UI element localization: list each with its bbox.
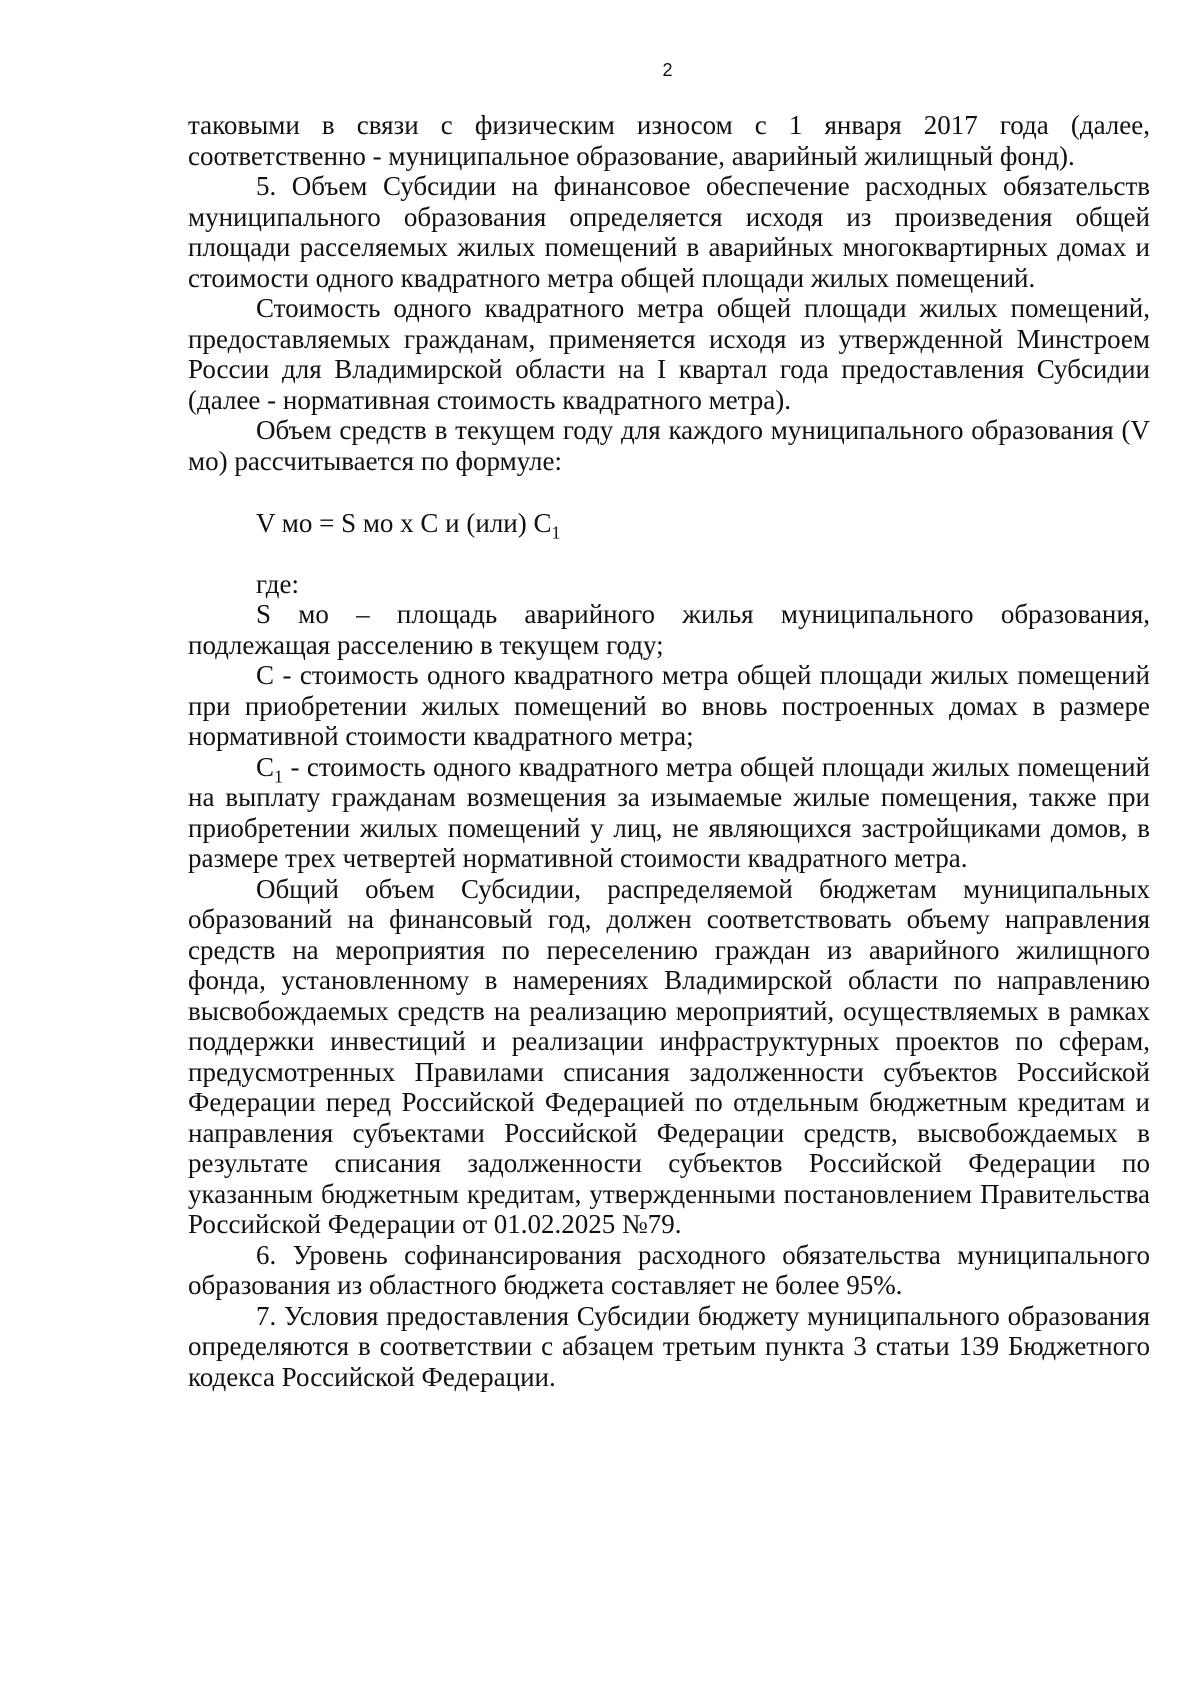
paragraph-cost-definition: Стоимость одного квадратного метра общей площади жилых помещений, предоставляемых гражданам, применяется исходя из утвержденной Минстроем России для Владимирской области на I квартал года предоставления Субсидии (далее - нормативная стоимость квадратного метра). xyxy=(188,293,1150,415)
paragraph-item-7: 7. Условия предоставления Субсидии бюджету муниципального образования определяются в соответствии с абзацем третьим пункта 3 статьи 139 Бюджетного кодекса Российской Федерации. xyxy=(188,1300,1150,1392)
page-number: 2 xyxy=(662,60,673,80)
where-label: где: xyxy=(256,568,299,599)
document-body xyxy=(188,110,1150,1392)
paragraph-item-5: 5. Объем Субсидии на финансовое обеспечение расходных обязательств муниципального образования определяется исходя из произведения общей площади расселяемых жилых помещений в аварийных многоквартирных домах и стоимости одного квадратного метра общей площади жилых помещений. xyxy=(188,171,1150,293)
paragraph-item-6: 6. Уровень софинансирования расходного обязательства муниципального образования из областного бюджета составляет не более 95%. xyxy=(188,1239,1150,1300)
paragraph-continuation: таковыми в связи с физическим износом с 1 января 2017 года (далее, соответственно - муниципальное образование, аварийный жилищный фонд). xyxy=(188,110,1150,171)
definition-c: С - стоимость одного квадратного метра общей площади жилых помещений при приобретении жилых помещений во вновь построенных домах в размере нормативной стоимости квадратного метра; xyxy=(188,660,1150,751)
definition-c1-subscript: 1 xyxy=(274,765,284,786)
paragraph-volume-formula-intro: Объем средств в текущем году для каждого муниципального образования (V мо) рассчитывается по формуле: xyxy=(188,415,1150,476)
definition-c1-symbol: С xyxy=(256,751,275,782)
paragraph-total-volume: Общий объем Субсидии, распределяемой бюджетам муниципальных образований на финансовый год, должен соответствовать объему направления средств на мероприятия по переселению граждан из аварийного жилищного фонда, установленному в намерениях Владимирской области по направлению высвобождаемых средств на реализацию мероприятий, осуществляемых в рамках поддержки инвестиций и реализации инфраструктурных проектов по сферам, предусмотренных Правилами списания задолженности субъектов Российской Федерации перед Российской Федерацией по отдельным бюджетным кредитам и направления субъектами Российской Федерации средств, высвобождаемых в результате списания задолженности субъектов Российской Федерации по указанным бюджетным кредитам, утвержденными постановлением Правительства Российской Федерации от 01.02.2025 №79. xyxy=(188,873,1150,1239)
formula-subscript: 1 xyxy=(551,522,561,543)
definition-s-mo: S мо – площадь аварийного жилья муниципального образования, подлежащая расселению в текущем году; xyxy=(188,599,1150,660)
definition-c1 xyxy=(188,752,1150,874)
definition-c1-text: - стоимость одного квадратного метра общей площади жилых помещений на выплату гражданам возмещения за изымаемые жилые помещения, также при приобретении жилых помещений у лиц, не являющихся застройщиками домов, в размере трех четвертей нормативной стоимости квадратного метра. xyxy=(188,751,1150,873)
formula-main: V мо = S мо x C и (или) C xyxy=(256,508,552,538)
formula xyxy=(188,508,1150,543)
